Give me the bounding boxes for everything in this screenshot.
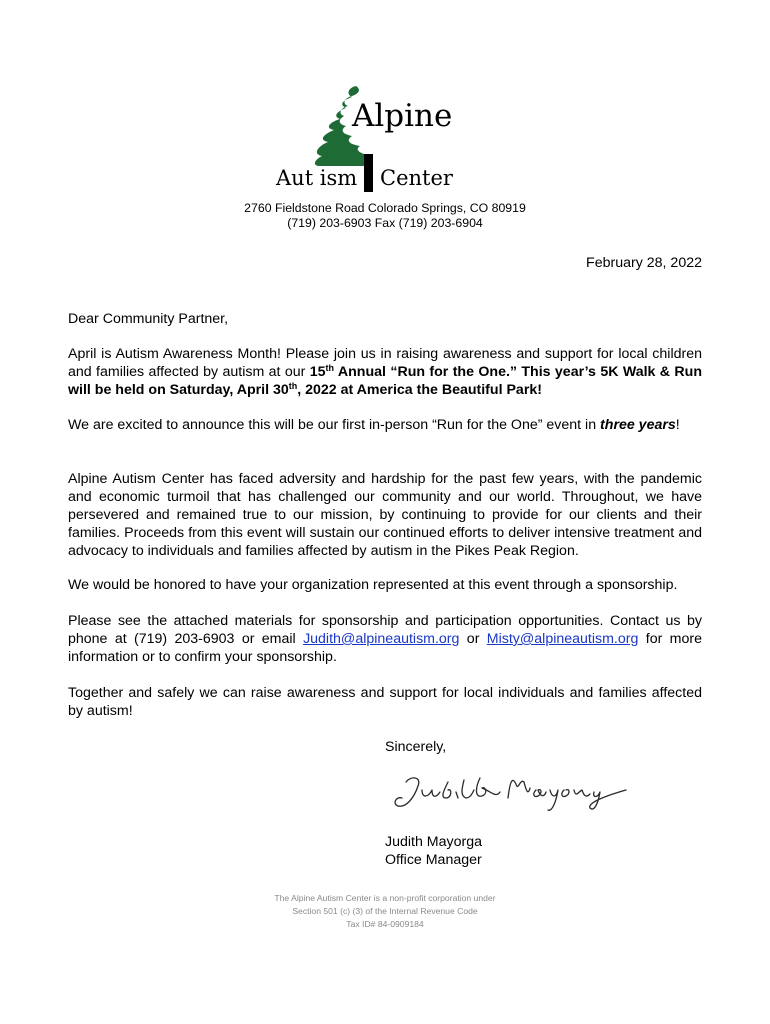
p1-sup-2: th: [288, 381, 298, 391]
signer-name: Judith Mayorga: [385, 834, 482, 850]
p2-end: !: [675, 417, 680, 433]
paragraph-first-in-person: [68, 416, 702, 434]
alpine-autism-center-logo: [268, 84, 468, 196]
p2-text: We are excited to announce this will be our first in-person “Run for the One” event in: [68, 417, 601, 433]
p1-text: April is Autism Awareness Month! Please join us in raising awareness and support for local children and families affected by autism at our: [68, 346, 702, 380]
p1-bold-1: 15: [309, 364, 326, 380]
paragraph-sponsorship: We would be honored to have your organization represented at this event through a sponsorship.: [68, 577, 678, 593]
p5-end: for more information or to confirm your sponsorship.: [68, 631, 702, 665]
p5-or: or: [459, 631, 487, 647]
address-line: 2760 Fieldstone Road Colorado Springs, CO 80919: [244, 201, 526, 215]
signature-icon: [388, 768, 628, 818]
footer-nonprofit: The Alpine Autism Center is a non-profit corporation under: [274, 893, 496, 903]
p1-bold-2: Annual “Run for the One.” This year’s 5K Walk & Run will be held on Saturday, April 30: [68, 364, 703, 398]
email-link-misty[interactable]: Misty@alpineautism.org: [486, 631, 639, 647]
p2-emphasis: three years: [600, 417, 676, 433]
paragraph-event-announcement: [68, 345, 702, 399]
salutation: Dear Community Partner,: [68, 311, 229, 327]
handwritten-signature: [388, 768, 628, 818]
paragraph-contact: [68, 612, 702, 666]
signer-title: Office Manager: [385, 852, 482, 868]
letter-date: February 28, 2022: [586, 255, 702, 271]
paragraph-together: Together and safely we can raise awareness and support for local individuals and families affected by autism!: [68, 685, 702, 719]
closing-sincerely: Sincerely,: [385, 739, 447, 755]
email-link-judith[interactable]: Judith@alpineautism.org: [303, 631, 460, 647]
logo-word-autism: Aut ism: [276, 166, 358, 190]
footer-taxid: Tax ID# 84-0909184: [346, 919, 424, 929]
p1-sup-1: th: [325, 363, 335, 373]
footer-section: Section 501 (c) (3) of the Internal Revenue Code: [292, 906, 478, 916]
p5-text: Please see the attached materials for sponsorship and participation opportunities. Contact us by phone at (719) 203-6903 or email: [68, 613, 702, 647]
logo-word-alpine: Alpine: [352, 98, 453, 134]
phone-fax-line: (719) 203-6903 Fax (719) 203-6904: [287, 216, 483, 230]
logo-word-center: Center: [380, 166, 453, 190]
paragraph-adversity: Alpine Autism Center has faced adversity and hardship for the past few years, with the pandemic and economic turmoil that has challenged our community and our world. Throughout, we have persevered and remained true to our mission, by continuing to provide for our clients and their families. Proceeds from this event will sustain our continued efforts to deliver intensive treatment and advocacy to individuals and families affected by autism in the Pikes Peak Region.: [68, 471, 702, 559]
p1-bold-3: , 2022 at America the Beautiful Park!: [297, 382, 542, 398]
